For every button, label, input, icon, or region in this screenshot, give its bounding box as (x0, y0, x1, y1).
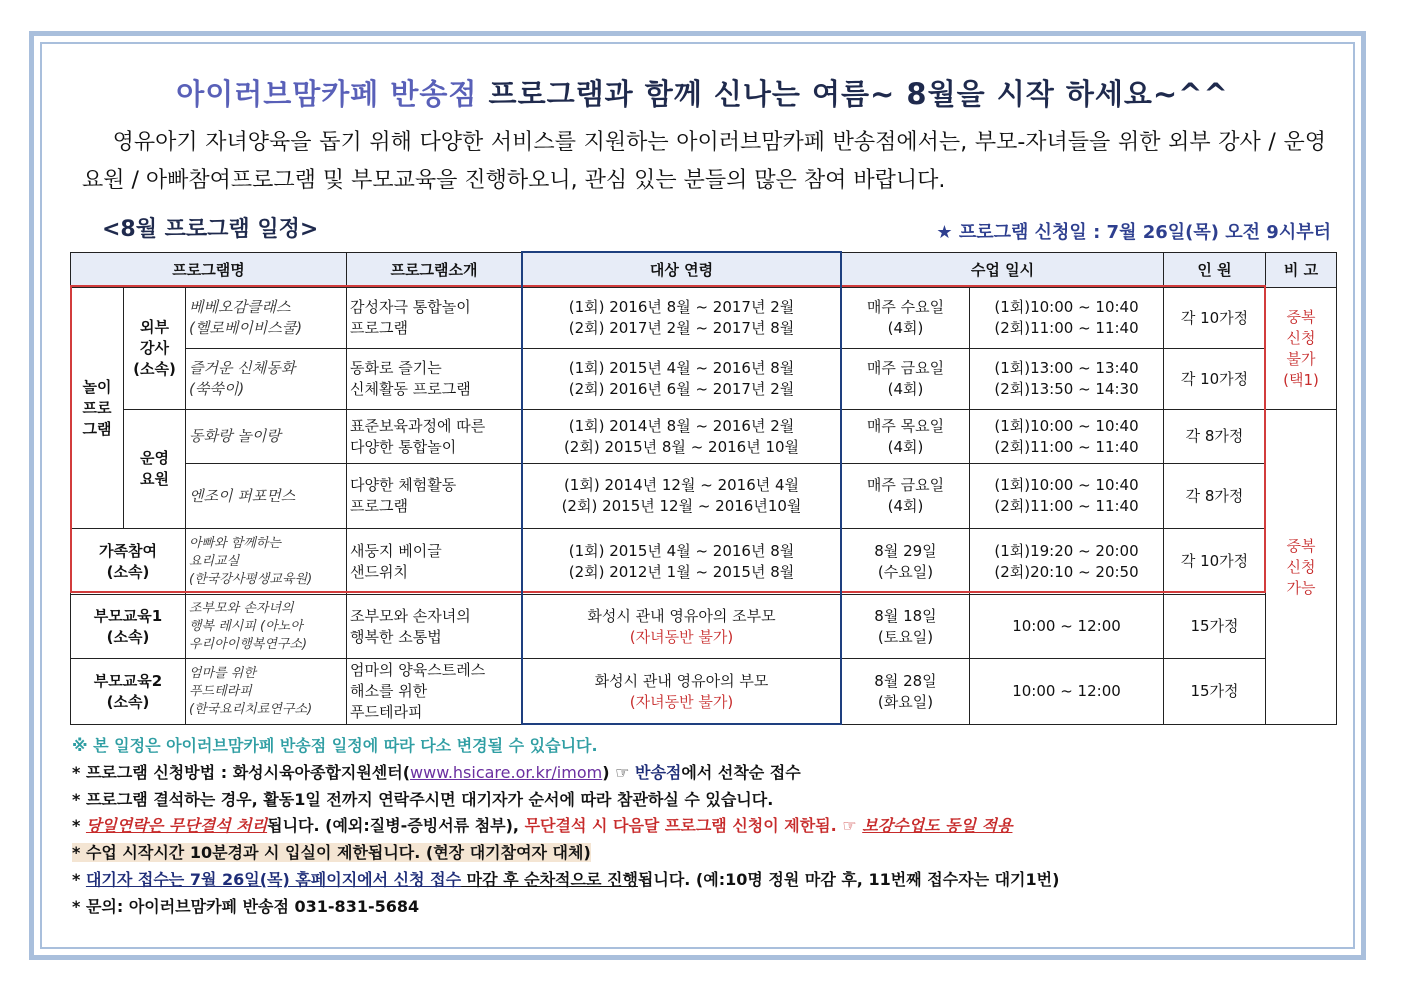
header-schedule: 수업 일시 (842, 253, 1164, 288)
note-sameday (72, 813, 1342, 840)
capacity: 15가정 (1164, 595, 1266, 659)
title-brand: 아이러브맘카페 반송점 (176, 77, 478, 111)
target-age: (1회) 2014년 12월 ~ 2016년 4월 (2회) 2015년 12월 ~ 2016년10월 (522, 464, 842, 529)
sameday-mid: 됩니다. (예외:질병-증빙서류 첨부), (267, 816, 525, 836)
capacity: 각 8가정 (1164, 410, 1266, 464)
program-intro: 표준보육과정에 따른 다양한 통합놀이 (347, 410, 522, 464)
table-row (71, 595, 1337, 659)
no-children-warning: (자녀동반 불가) (629, 627, 734, 646)
intro-paragraph (82, 124, 1326, 200)
waitlist-post: 됩니다. (예:10명 정원 마감 후, 11번째 접수자는 대기1번) (637, 869, 1060, 889)
group-play: 놀이 프로 그램 (71, 288, 124, 529)
class-time: (1회)13:00 ~ 13:40 (2회)13:50 ~ 14:30 (970, 349, 1164, 410)
group-parent1: 부모교육1 (소속) (71, 595, 186, 659)
class-day: 8월 29일 (수요일) (842, 529, 970, 595)
sameday-red: 당일연락은 무단결석 처리 (85, 816, 268, 836)
header-note: 비 고 (1266, 253, 1337, 288)
sameday-red2: 무단결석 시 다음달 프로그램 신청이 제한됨. ☞ (524, 816, 863, 836)
note-no-duplicate: 중복 신청 불가 (택1) (1266, 288, 1337, 410)
table-row (71, 349, 1337, 410)
program-intro: 조부모와 손자녀의 행복한 소통법 (347, 595, 522, 659)
method-post: 에서 선착순 접수 (681, 762, 801, 782)
method-mid: ) ☞ (602, 762, 636, 782)
header-row (71, 253, 1337, 288)
note-method (72, 760, 1342, 787)
program-name: 베베오감클래스 (헬로베이비스쿨) (186, 288, 347, 349)
program-name: 엄마를 위한 푸드테라피 (한국요리치료연구소) (186, 659, 347, 725)
program-intro: 감성자극 통합놀이 프로그램 (347, 288, 522, 349)
program-intro: 다양한 체험활동 프로그램 (347, 464, 522, 529)
capacity: 각 8가정 (1164, 464, 1266, 529)
group-family: 가족참여 (소속) (71, 529, 186, 595)
note-contact: * 문의: 아이러브맘카페 반송점 031-831-5684 (72, 896, 420, 916)
group-external: 외부 강사 (소속) (124, 288, 186, 410)
group-staff: 운영 요원 (124, 410, 186, 529)
program-name: 조부모와 손자녀의 행복 레시피 (아노아 우리아이행복연구소) (186, 595, 347, 659)
target-age (522, 659, 842, 725)
target-age: (1회) 2015년 4월 ~ 2016년 8월 (2회) 2012년 1월 ~ 2015년 8월 (522, 529, 842, 595)
capacity: 각 10가정 (1164, 349, 1266, 410)
method-pre: * 프로그램 신청방법 : 화성시육아종합지원센터( (72, 762, 411, 782)
program-intro: 엄마의 양육스트레스 해소를 위한 푸드테라피 (347, 659, 522, 725)
no-children-warning: (자녀동반 불가) (629, 692, 734, 711)
table-row (71, 659, 1337, 725)
method-branch: 반송점 (635, 762, 682, 782)
class-day: 매주 목요일 (4회) (842, 410, 970, 464)
waitlist-underlined: 대기자 접수는 7월 26일(목) 홈페이지에서 신청 접수 (85, 869, 462, 889)
class-day: 8월 28일 (화요일) (842, 659, 970, 725)
title-rest: 프로그램과 함께 신나는 여름~ 8월을 시작 하세요~^^ (477, 77, 1229, 111)
program-intro: 새둥지 베이글 샌드위치 (347, 529, 522, 595)
section-title: <8월 프로그램 일정> (102, 217, 319, 242)
note-waitlist (72, 867, 1342, 894)
sameday-pre: * (72, 816, 86, 836)
note-late: * 수업 시작시간 10분경과 시 입실이 제한됩니다. (현장 대기참여자 대체) (72, 843, 591, 863)
group-parent2: 부모교육2 (소속) (71, 659, 186, 725)
note-absence: * 프로그램 결석하는 경우, 활동1일 전까지 연락주시면 대기자가 순서에 따라 참관하실 수 있습니다. (72, 789, 774, 809)
header-name: 프로그램명 (71, 253, 347, 288)
class-time: (1회)10:00 ~ 10:40 (2회)11:00 ~ 11:40 (970, 410, 1164, 464)
waitlist-pre: * (72, 869, 86, 889)
program-name: 엔조이 퍼포먼스 (186, 464, 347, 529)
header-age: 대상 연령 (522, 253, 842, 288)
program-name: 즐거운 신체동화 (쑥쑥이) (186, 349, 347, 410)
class-time: (1회)10:00 ~ 10:40 (2회)11:00 ~ 11:40 (970, 464, 1164, 529)
capacity: 15가정 (1164, 659, 1266, 725)
class-day: 8월 18일 (토요일) (842, 595, 970, 659)
waitlist-mid: 마감 후 순차적으로 진행 (461, 869, 638, 889)
target-age: (1회) 2016년 8월 ~ 2017년 2월 (2회) 2017년 2월 ~ 2017년 8월 (522, 288, 842, 349)
program-name: 동화랑 놀이랑 (186, 410, 347, 464)
target-age (522, 595, 842, 659)
note-duplicate-ok: 중복 신청 가능 (1266, 410, 1337, 725)
footnotes (72, 733, 1342, 921)
class-time: (1회)19:20 ~ 20:00 (2회)20:10 ~ 20:50 (970, 529, 1164, 595)
target-age-text: 화성시 관내 영유아의 조부모 (587, 606, 776, 625)
class-day: 매주 금요일 (4회) (842, 464, 970, 529)
class-time: (1회)10:00 ~ 10:40 (2회)11:00 ~ 11:40 (970, 288, 1164, 349)
class-time: 10:00 ~ 12:00 (970, 659, 1164, 725)
table-row (71, 288, 1337, 349)
sameday-red3: 보강수업도 동일 적용 (862, 816, 1013, 836)
program-name: 아빠와 함께하는 요리교실 (한국강사평생교육원) (186, 529, 347, 595)
table-row (71, 529, 1337, 595)
table-row (71, 410, 1337, 464)
target-age: (1회) 2014년 8월 ~ 2016년 2월 (2회) 2015년 8월 ~ 2016년 10월 (522, 410, 842, 464)
target-age: (1회) 2015년 4월 ~ 2016년 8월 (2회) 2016년 6월 ~ 2017년 2월 (522, 349, 842, 410)
intro-text: 영유아기 자녀양육을 돕기 위해 다양한 서비스를 지원하는 아이러브맘카페 반송점에서는, 부모-자녀들을 위한 외부 강사 / 운영요원 / 아빠참여프로그램 및 부모교육을 진행하오니, 관심 있는 분들의 많은 참여 바랍니다. (82, 130, 1326, 193)
schedule-table (70, 252, 1337, 725)
capacity: 각 10가정 (1164, 529, 1266, 595)
capacity: 각 10가정 (1164, 288, 1266, 349)
class-day: 매주 금요일 (4회) (842, 349, 970, 410)
header-intro: 프로그램소개 (347, 253, 522, 288)
note-change: ※ 본 일정은 아이러브맘카페 반송점 일정에 따라 다소 변경될 수 있습니다. (72, 736, 598, 755)
table-row (71, 464, 1337, 529)
hsicare-link[interactable]: www.hsicare.or.kr/imom (410, 762, 603, 782)
apply-date: ★ 프로그램 신청일 : 7월 26일(목) 오전 9시부터 (936, 222, 1331, 243)
target-age-text: 화성시 관내 영유아의 부모 (594, 671, 769, 690)
class-time: 10:00 ~ 12:00 (970, 595, 1164, 659)
program-intro: 동화로 즐기는 신체활동 프로그램 (347, 349, 522, 410)
page-title (60, 72, 1345, 113)
header-count: 인 원 (1164, 253, 1266, 288)
class-day: 매주 수요일 (4회) (842, 288, 970, 349)
